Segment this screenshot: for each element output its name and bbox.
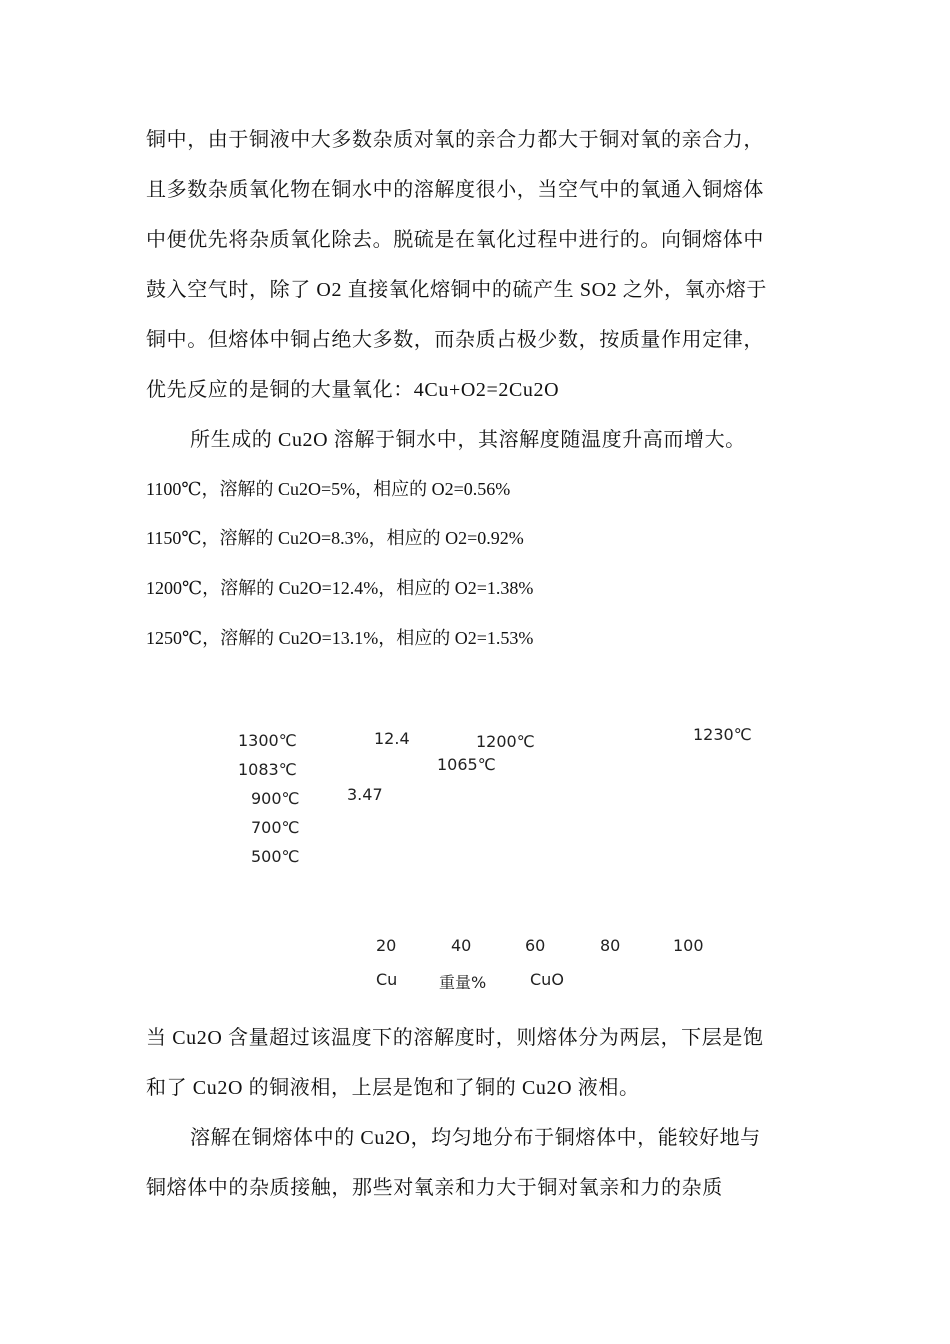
x-tick-label: 20: [376, 936, 397, 955]
x-axis-left-label: Cu: [376, 970, 398, 989]
annotation-label: 1230℃: [693, 725, 752, 744]
y-label: 1300℃: [238, 731, 297, 750]
temperature-line: 1250℃，溶解的 Cu2O=13.1%，相应的 O2=1.53%: [146, 628, 534, 648]
y-label: 500℃: [251, 847, 300, 866]
x-axis-right-label: CuO: [530, 970, 564, 989]
text-line: 中便优先将杂质氧化除去。脱硫是在氧化过程中进行的。向铜熔体中: [146, 229, 764, 251]
text-line: 优先反应的是铜的大量氧化：4Cu+O2=2Cu2O: [146, 379, 560, 401]
x-tick-label: 80: [600, 936, 621, 955]
text-line: 且多数杂质氧化物在铜水中的溶解度很小，当空气中的氧通入铜熔体: [146, 179, 764, 201]
text-line: 铜熔体中的杂质接触，那些对氧亲和力大于铜对氧亲和力的杂质: [146, 1177, 723, 1199]
text-line: 铜中，由于铜液中大多数杂质对氧的亲合力都大于铜对氧的亲合力，: [146, 129, 764, 151]
annotation-label: 12.4: [374, 729, 410, 748]
x-tick-label: 40: [451, 936, 472, 955]
paragraph-2: 所生成的 Cu2O 溶解于铜水中，其溶解度随温度升高而增大。: [190, 429, 746, 451]
text-line: 溶解在铜熔体中的 Cu2O，均匀地分布于铜熔体中，能较好地与: [190, 1127, 761, 1149]
x-axis-label: 重量%: [439, 973, 487, 992]
x-tick-label: 100: [673, 936, 704, 955]
y-label: 700℃: [251, 818, 300, 837]
text-line: 和了 Cu2O 的铜液相，上层是饱和了铜的 Cu2O 液相。: [146, 1077, 640, 1099]
text-line: 铜中。但熔体中铜占绝大多数，而杂质占极少数，按质量作用定律，: [146, 329, 764, 351]
annotation-label: 1200℃: [476, 732, 535, 751]
temperature-line: 1200℃，溶解的 Cu2O=12.4%，相应的 O2=1.38%: [146, 578, 534, 598]
text-line: 鼓入空气时，除了 O2 直接氧化熔铜中的硫产生 SO2 之外，氧亦熔于: [146, 279, 768, 301]
y-label: 900℃: [251, 789, 300, 808]
annotation-label: 1065℃: [437, 755, 496, 774]
y-label: 1083℃: [238, 760, 297, 779]
annotation-label: 3.47: [347, 785, 383, 804]
text-line: 当 Cu2O 含量超过该温度下的溶解度时，则熔体分为两层，下层是饱: [146, 1027, 764, 1049]
x-tick-label: 60: [525, 936, 546, 955]
temperature-line: 1100℃，溶解的 Cu2O=5%，相应的 O2=0.56%: [146, 479, 511, 499]
temperature-line: 1150℃，溶解的 Cu2O=8.3%，相应的 O2=0.92%: [146, 528, 524, 548]
